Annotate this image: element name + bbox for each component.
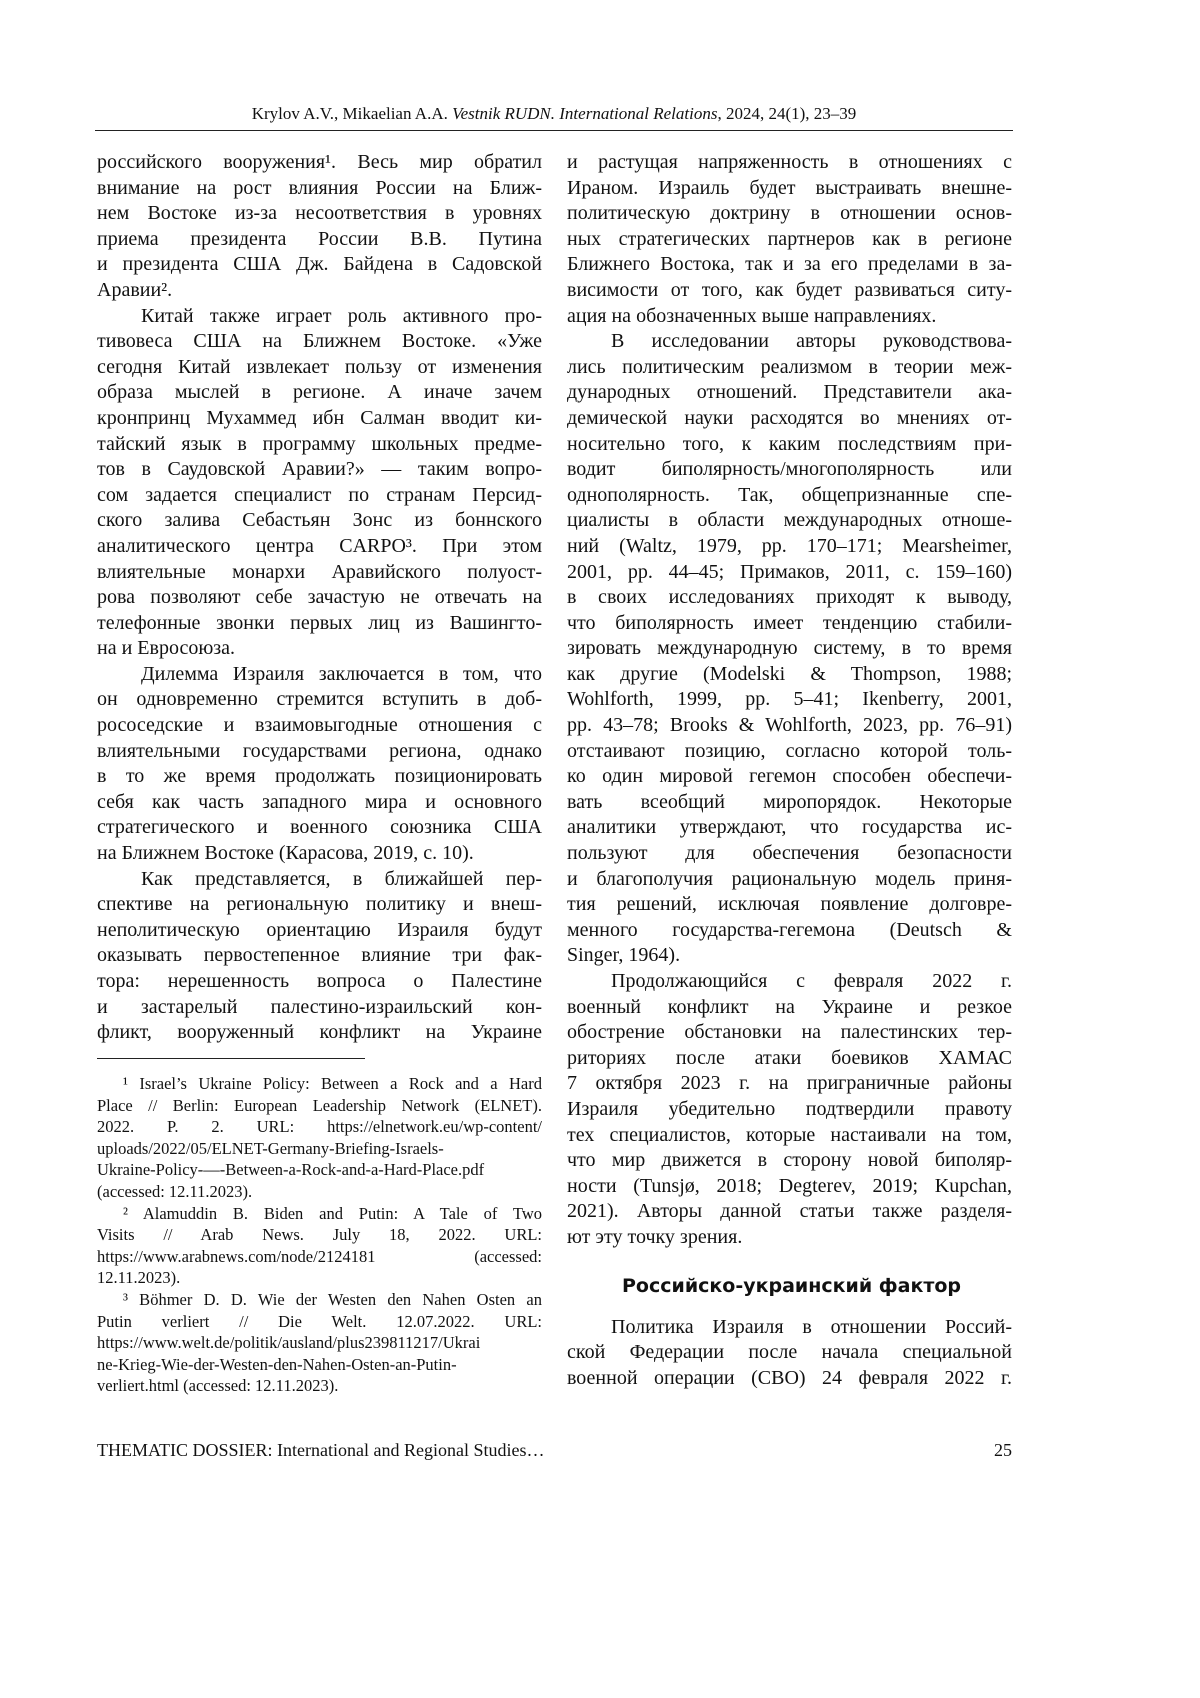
footnote-line: Ukraine-Policy-—-Between-a-Rock-and-a-Hard-Place.pdf <box>97 1159 542 1181</box>
text-line: однополярность. Так, общепризнанные спе- <box>567 483 1012 509</box>
footnote-line: (accessed: 12.11.2023). <box>97 1181 542 1203</box>
text-line: фликт, вооруженный конфликт на Украине <box>97 1020 542 1046</box>
text-line: в то же время продолжать позиционировать <box>97 764 542 790</box>
text-line: аналитического центра CARPO³. При этом <box>97 534 542 560</box>
text-line: аналитики утверждают, что государства ис- <box>567 815 1012 841</box>
text-line: и благополучия рациональную модель приня- <box>567 867 1012 893</box>
footnote <box>97 1203 542 1289</box>
text-line: приема президента России В.В. Путина <box>97 227 542 253</box>
text-line: образа мыслей в регионе. А иначе зачем <box>97 380 542 406</box>
text-line: сом задается специалист по странам Персид- <box>97 483 542 509</box>
page-footer <box>97 1440 1012 1461</box>
text-line: вать всеобщий миропорядок. Некоторые <box>567 790 1012 816</box>
text-line: тия решений, исключая появление долговре- <box>567 892 1012 918</box>
text-line: водит биполярность/многополярность или <box>567 457 1012 483</box>
text-line: Singer, 1964). <box>567 943 1012 969</box>
text-line: в своих исследованиях приходят к выводу, <box>567 585 1012 611</box>
text-line: циалисты в области международных отноше- <box>567 508 1012 534</box>
text-line: висимости от того, как будет развиваться ситу- <box>567 278 1012 304</box>
text-line: политическую доктрину в отношении основ- <box>567 201 1012 227</box>
text-line: зировать международную систему, в то время <box>567 636 1012 662</box>
text-line: ний (Waltz, 1979, pp. 170–171; Mearsheimer, <box>567 534 1012 560</box>
footnote-line: Place // Berlin: European Leadership Network (ELNET). <box>97 1095 542 1117</box>
text-line: что биполярность имеет тенденцию стабили- <box>567 611 1012 637</box>
left-column <box>97 150 542 1046</box>
text-line: Дилемма Израиля заключается в том, что <box>97 662 542 688</box>
text-line: pp. 43–78; Brooks & Wohlforth, 2023, pp. 76–91) <box>567 713 1012 739</box>
text-line: ных стратегических партнеров как в регионе <box>567 227 1012 253</box>
footnote-line: Putin verliert // Die Welt. 12.07.2022. URL: <box>97 1311 542 1333</box>
footnote-line: ² Alamuddin B. Biden and Putin: A Tale of Two <box>97 1203 542 1225</box>
text-line: Как представляется, в ближайшей пер- <box>97 867 542 893</box>
header-issue: , 2024, 24(1), 23–39 <box>717 104 856 123</box>
text-line: 2021). Авторы данной статьи также разделя- <box>567 1199 1012 1225</box>
footnote-line: Visits // Arab News. July 18, 2022. URL: <box>97 1224 542 1246</box>
header-rule <box>95 130 1013 131</box>
footnote-line: verliert.html (accessed: 12.11.2023). <box>97 1375 542 1397</box>
header-journal: Vestnik RUDN. International Relations <box>452 104 717 123</box>
text-line: и президента США Дж. Байдена в Садовской <box>97 252 542 278</box>
text-line: как другие (Modelski & Thompson, 1988; <box>567 662 1012 688</box>
page-number: 25 <box>994 1440 1012 1461</box>
text-line: Политика Израиля в отношении Россий- <box>567 1315 1012 1341</box>
text-line: В исследовании авторы руководствова- <box>567 329 1012 355</box>
text-line: нем Востоке из-за несоответствия в уровнях <box>97 201 542 227</box>
text-line: тех специалистов, которые настаивали на том, <box>567 1123 1012 1149</box>
paragraph <box>567 150 1012 329</box>
paragraph <box>567 1315 1012 1392</box>
footnote-line: https://www.arabnews.com/node/2124181 (accessed: <box>97 1246 542 1268</box>
footnote-line: https://www.welt.de/politik/ausland/plus239811217/Ukrai <box>97 1332 542 1354</box>
text-line: ко один мировой гегемон способен обеспечи- <box>567 764 1012 790</box>
text-line: внимание на рост влияния России на Ближ- <box>97 176 542 202</box>
text-line: риториях после атаки боевиков ХАМАС <box>567 1046 1012 1072</box>
text-line: демической науки расходятся во мнениях от- <box>567 406 1012 432</box>
text-line: военный конфликт на Украине и резкое <box>567 995 1012 1021</box>
text-line: тайский язык в программу школьных предме- <box>97 432 542 458</box>
footer-section: THEMATIC DOSSIER: International and Regional Studies… <box>97 1440 544 1460</box>
text-line: рова позволяют себе зачастую не отвечать на <box>97 585 542 611</box>
text-line: он одновременно стремится вступить в доб- <box>97 687 542 713</box>
paragraph <box>567 329 1012 969</box>
text-line: Аравии². <box>97 278 542 304</box>
running-header <box>95 104 1013 124</box>
footnote-line: ne-Krieg-Wie-der-Westen-den-Nahen-Osten-an-Putin- <box>97 1354 542 1376</box>
text-line: влиятельными государствами региона, однако <box>97 739 542 765</box>
footnote-line: ³ Böhmer D. D. Wie der Westen den Nahen Osten an <box>97 1289 542 1311</box>
footnote-line: ¹ Israel’s Ukraine Policy: Between a Rock and a Hard <box>97 1073 542 1095</box>
text-line: сегодня Китай извлекает пользу от изменения <box>97 355 542 381</box>
footnote <box>97 1289 542 1397</box>
paragraph <box>97 304 542 662</box>
footnotes <box>97 1073 542 1397</box>
text-line: кронпринц Мухаммед ибн Салман вводит ки- <box>97 406 542 432</box>
paragraph <box>97 867 542 1046</box>
text-line: и растущая напряженность в отношениях с <box>567 150 1012 176</box>
text-line: себя как часть западного мира и основного <box>97 790 542 816</box>
text-line: носительно того, к каким последствиям при- <box>567 432 1012 458</box>
paragraph <box>97 662 542 867</box>
paragraph <box>567 969 1012 1251</box>
footnote <box>97 1073 542 1203</box>
text-line: оказывать первостепенное влияние три фак- <box>97 943 542 969</box>
footnote-rule <box>97 1058 365 1059</box>
right-column <box>567 150 1012 1391</box>
text-line: ской Федерации после начала специальной <box>567 1340 1012 1366</box>
text-line: 2001, pp. 44–45; Примаков, 2011, с. 159–160) <box>567 560 1012 586</box>
text-line: Израиля убедительно подтвердили правоту <box>567 1097 1012 1123</box>
text-line: ют эту точку зрения. <box>567 1225 1012 1251</box>
text-line: Ираном. Израиль будет выстраивать внешне- <box>567 176 1012 202</box>
text-line: менного государства-гегемона (Deutsch & <box>567 918 1012 944</box>
text-line: Китай также играет роль активного про- <box>97 304 542 330</box>
section-heading: Российско-украинский фактор <box>622 1273 1012 1299</box>
text-line: российского вооружения¹. Весь мир обратил <box>97 150 542 176</box>
paragraph <box>97 150 542 304</box>
text-line: влиятельные монархи Аравийского полуост- <box>97 560 542 586</box>
footnote-line: uploads/2022/05/ELNET-Germany-Briefing-Israels- <box>97 1138 542 1160</box>
text-line: телефонные звонки первых лиц из Вашингто- <box>97 611 542 637</box>
text-line: отстаивают позицию, согласно которой толь- <box>567 739 1012 765</box>
text-line: на Ближнем Востоке (Карасова, 2019, с. 10). <box>97 841 542 867</box>
text-line: ского залива Себастьян Зонс из боннского <box>97 508 542 534</box>
text-line: неполитическую ориентацию Израиля будут <box>97 918 542 944</box>
header-authors: Krylov A.V., Mikaelian A.A. <box>252 104 448 123</box>
text-line: тора: нерешенность вопроса о Палестине <box>97 969 542 995</box>
text-line: рососедские и взаимовыгодные отношения с <box>97 713 542 739</box>
text-line: лись политическим реализмом в теории меж- <box>567 355 1012 381</box>
footnote-line: 2022. P. 2. URL: https://elnetwork.eu/wp-content/ <box>97 1116 542 1138</box>
text-line: тов в Саудовской Аравии?» — таким вопро- <box>97 457 542 483</box>
text-line: дународных отношений. Представители ака- <box>567 380 1012 406</box>
text-line: Продолжающийся с февраля 2022 г. <box>567 969 1012 995</box>
text-line: и застарелый палестино-израильский кон- <box>97 995 542 1021</box>
text-line: Wohlforth, 1999, pp. 5–41; Ikenberry, 2001, <box>567 687 1012 713</box>
footnote-line: 12.11.2023). <box>97 1267 542 1289</box>
text-line: ности (Tunsjø, 2018; Degterev, 2019; Kupchan, <box>567 1174 1012 1200</box>
text-line: тивовеса США на Ближнем Востоке. «Уже <box>97 329 542 355</box>
text-line: Ближнего Востока, так и за его пределами в за- <box>567 252 1012 278</box>
text-line: стратегического и военного союзника США <box>97 815 542 841</box>
text-line: обострение обстановки на палестинских тер- <box>567 1020 1012 1046</box>
text-line: военной операции (СВО) 24 февраля 2022 г. <box>567 1366 1012 1392</box>
text-line: что мир движется в сторону новой биполяр- <box>567 1148 1012 1174</box>
text-line: пользуют для обеспечения безопасности <box>567 841 1012 867</box>
text-line: спективе на региональную политику и внеш- <box>97 892 542 918</box>
text-line: 7 октября 2023 г. на приграничные районы <box>567 1071 1012 1097</box>
text-line: на и Евросоюза. <box>97 636 542 662</box>
text-line: ация на обозначенных выше направлениях. <box>567 304 1012 330</box>
